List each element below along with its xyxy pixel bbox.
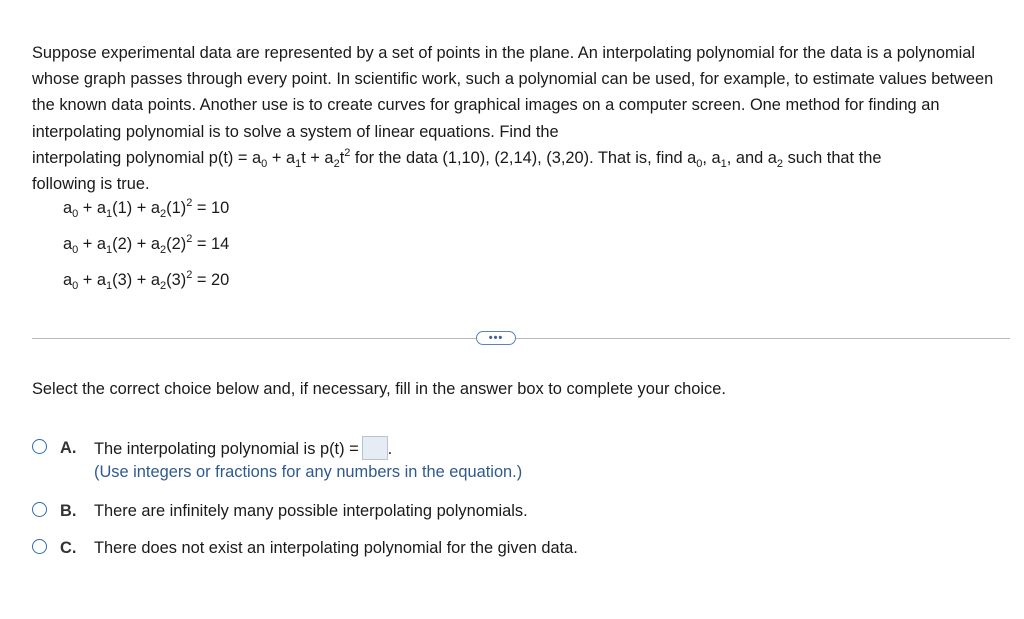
- choice-a-hint: (Use integers or fractions for any numbers in the equation.): [94, 463, 523, 481]
- choice-b-letter: B.: [60, 502, 77, 520]
- problem-polynomial-line: interpolating polynomial $p(t) = a_0 + a_1t + a_2t^2$ for the data (1,10), (2,14), (3,20). That is, find $a_0$, $a_1$, and $a_2$ such that the: [32, 146, 882, 170]
- ellipsis-icon: •••: [488, 332, 504, 344]
- more-button[interactable]: [476, 331, 516, 345]
- radio-b[interactable]: [32, 502, 47, 517]
- problem-following: following is true.: [32, 175, 150, 194]
- instruction-text: Select the correct choice below and, if necessary, fill in the answer box to complete your choice.: [32, 380, 726, 398]
- choice-a-text-line: The interpolating polynomial is p(t) = .: [94, 436, 392, 461]
- equation-row: $a_0 + a_1(1) + a_2(1)^2 = 10$: [63, 197, 230, 220]
- choice-b-text: There are infinitely many possible interpolating polynomials.: [94, 502, 528, 520]
- problem-intro: Suppose experimental data are represented by a set of points in the plane. An interpolating polynomial for the data is a polynomial whose graph passes through every point. In scientific work, such a polynomial can be used, for example, to estimate values between the known data points. Another use is to create curves for graphical images on a computer screen. One method for finding an interpolating polynomial is to solve a system of linear equations. Find the: [32, 44, 994, 141]
- answer-box[interactable]: [362, 436, 388, 460]
- problem-statement: [32, 40, 1002, 197]
- radio-a[interactable]: [32, 439, 47, 454]
- equation-system: [63, 196, 229, 304]
- equation-row: $a_0 + a_1(3) + a_2(3)^2 = 20$: [63, 269, 230, 292]
- section-divider: [32, 338, 1010, 339]
- choice-a-letter: A.: [60, 439, 77, 457]
- equation-row: $a_0 + a_1(2) + a_2(2)^2 = 14$: [63, 233, 230, 256]
- radio-c[interactable]: [32, 539, 47, 554]
- choice-c-text: There does not exist an interpolating polynomial for the given data.: [94, 539, 578, 557]
- choice-c-letter: C.: [60, 539, 77, 557]
